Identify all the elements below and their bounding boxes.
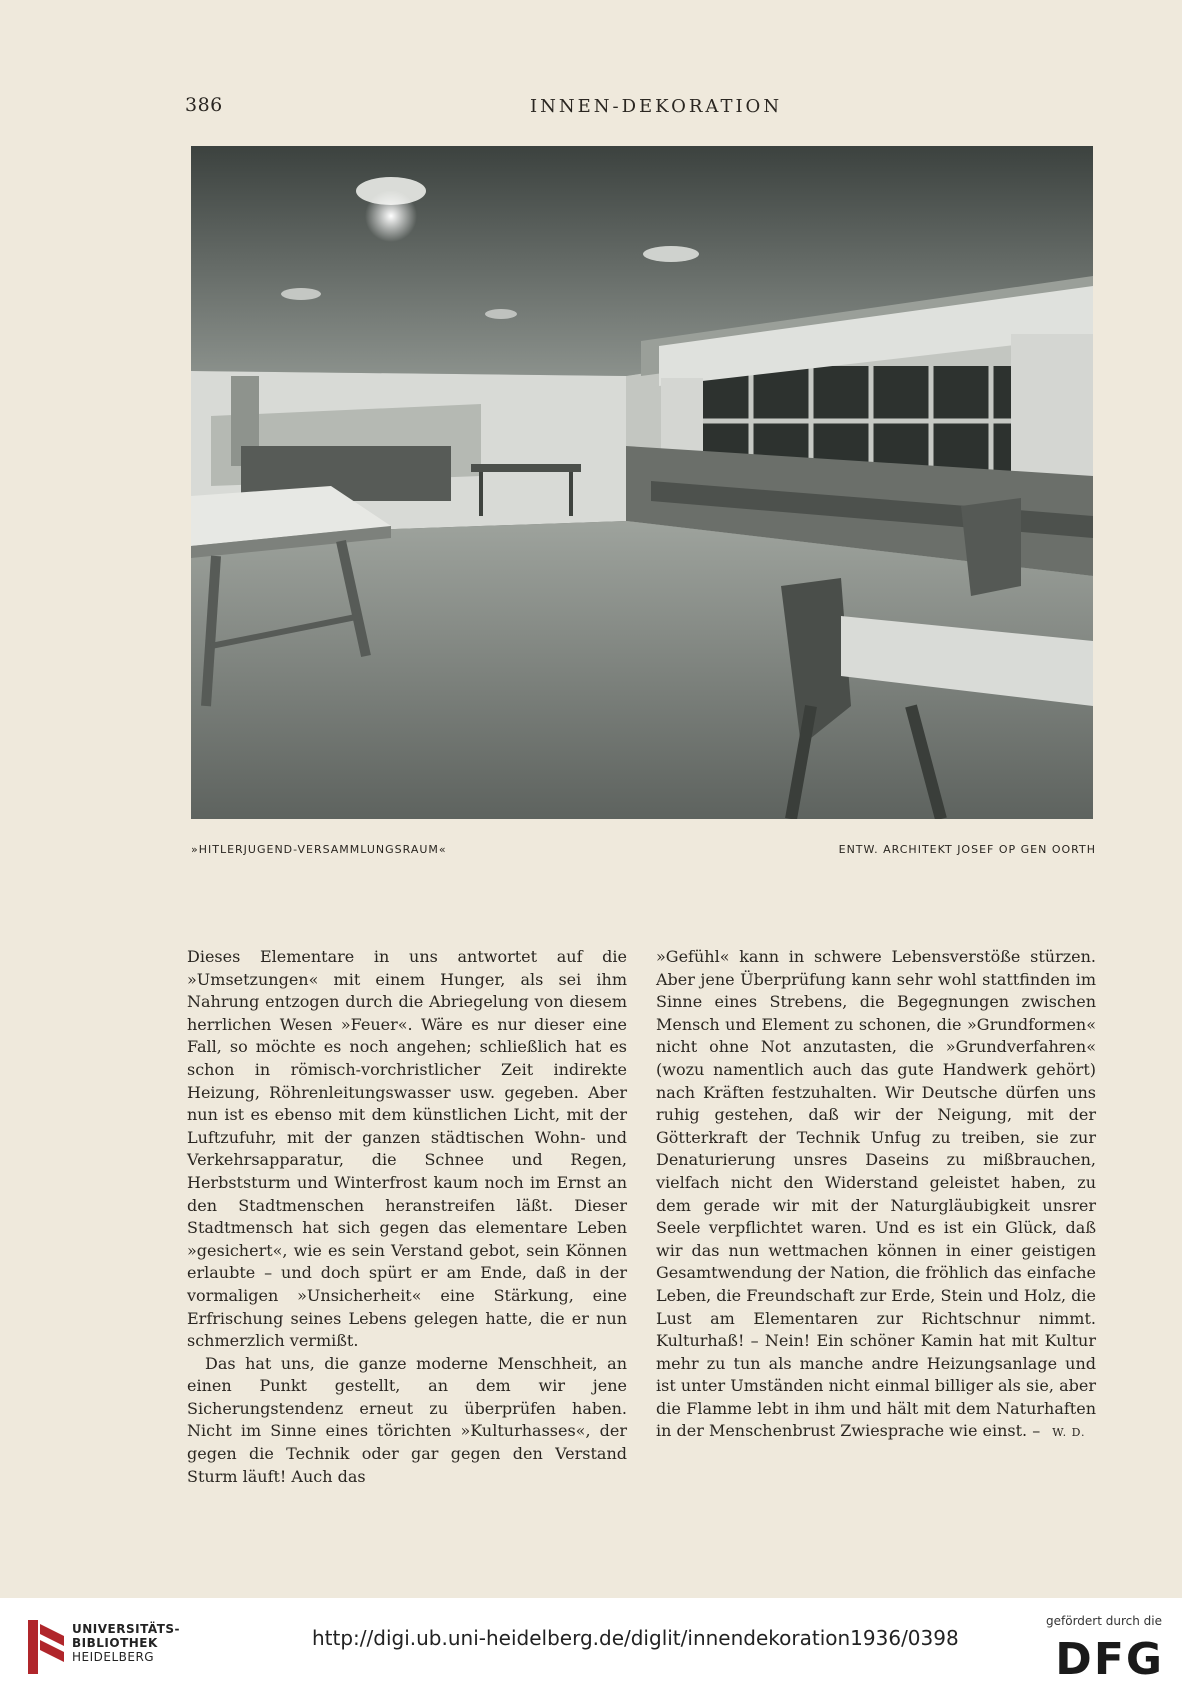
paragraph: Das hat uns, die ganze moderne Menschheit, an einen Punkt gestellt, an dem wir jene Sicherungstendenz erneut zu überprüfen haben. Nicht im Sinne eines törichten »Kulturhasses«, der gegen die Technik oder gar gegen den Verstand Sturm läuft! Auch das — [187, 1353, 627, 1486]
paragraph: Dieses Elementare in uns antwortet auf die »Umsetzungen« mit einem Hunger, als sei ihm Nahrung entzogen durch die Abriegelung von diesem herrlichen Wesen »Feuer«. Wäre es nur dieser eine Fall, so möchte es noch angehen; schließlich hat es schon in römisch-vorchristlicher Zeit indirekte Heizung, Röhrenleitungswasser usw. gegeben. Aber nun ist es ebenso mit dem künstlichen Licht, mit der Luftzufuhr, mit der ganzen städtischen Wohn- und Verkehrsapparatur, die Schnee und Regen, Herbststurm und Winterfrost kaum noch im Ernst an den Stadtmenschen heranstreifen läßt. Dieser Stadtmensch hat sich gegen das elementare Leben »gesichert«, wie es sein Verstand gebot, sein Können erlaubte – und doch spürt er am Ende, daß in der vormaligen »Unsicherheit« eine Stärkung, eine Erfrischung seines Lebens gelegen hatte, die er nun schmerzlich vermißt. — [187, 947, 627, 1351]
text-column-left — [187, 946, 627, 1488]
paragraph-with-signature — [656, 946, 1096, 1445]
source-url-link[interactable]: http://digi.ub.uni-heidelberg.de/diglit/innendekoration1936/0398 — [312, 1626, 959, 1650]
photo-caption-credit: ENTW. ARCHITEKT JOSEF OP GEN OORTH — [838, 843, 1096, 856]
running-title: INNEN-DEKORATION — [530, 96, 783, 117]
page-number: 386 — [185, 94, 223, 116]
text-column-right — [656, 946, 1096, 1445]
dfg-logo: DFG — [1055, 1634, 1164, 1685]
library-name: UNIVERSITÄTS- BIBLIOTHEK HEIDELBERG — [72, 1622, 181, 1664]
author-signature: W. D. — [1052, 1426, 1086, 1440]
paragraph: »Gefühl« kann in schwere Lebensverstöße stürzen. Aber jene Überprüfung kann sehr wohl stattfinden im Sinne eines Strebens, die Begegnungen zwischen Mensch und Element zu schonen, die »Grundformen« nicht ohne Not anzutasten, die »Grundverfahren« (wozu namentlich auch das gute Handwerk gehört) nach Kräften festzuhalten. Wir Deutsche dürfen uns ruhig gestehen, daß wir der Neigung, mit der Götterkraft der Technik Unfug zu treiben, sie zur Denaturierung unsres Daseins zu mißbrauchen, vielfach nicht den Widerstand geleistet haben, zu dem gerade wir mit der Naturgläubigkeit unsrer Seele verpflichtet waren. Und es ist ein Glück, daß wir das nun wettmachen können in einer geistigen Gesamtwendung der Nation, die fröhlich das einfache Leben, die Freundschaft zur Erde, Stein und Holz, die Lust am Elementaren zur Richtschnur nimmt. Kulturhaß! – Nein! Ein schöner Kamin hat mit Kultur mehr zu tun als manche andre Heizungsanlage und ist unter Umständen nicht einmal billiger als sie, aber die Flamme lebt in ihm und hält mit dem Naturhaften in der Menschenbrust Zwiesprache wie einst. – — [656, 947, 1096, 1441]
digitization-footer — [0, 1598, 1182, 1694]
interior-photograph — [191, 146, 1093, 819]
room-photo-illustration — [191, 146, 1093, 819]
university-library-logo-icon — [26, 1618, 66, 1676]
photo-caption-title: »HITLERJUGEND-VERSAMMLUNGSRAUM« — [191, 843, 447, 856]
funding-note: gefördert durch die — [1046, 1614, 1162, 1628]
